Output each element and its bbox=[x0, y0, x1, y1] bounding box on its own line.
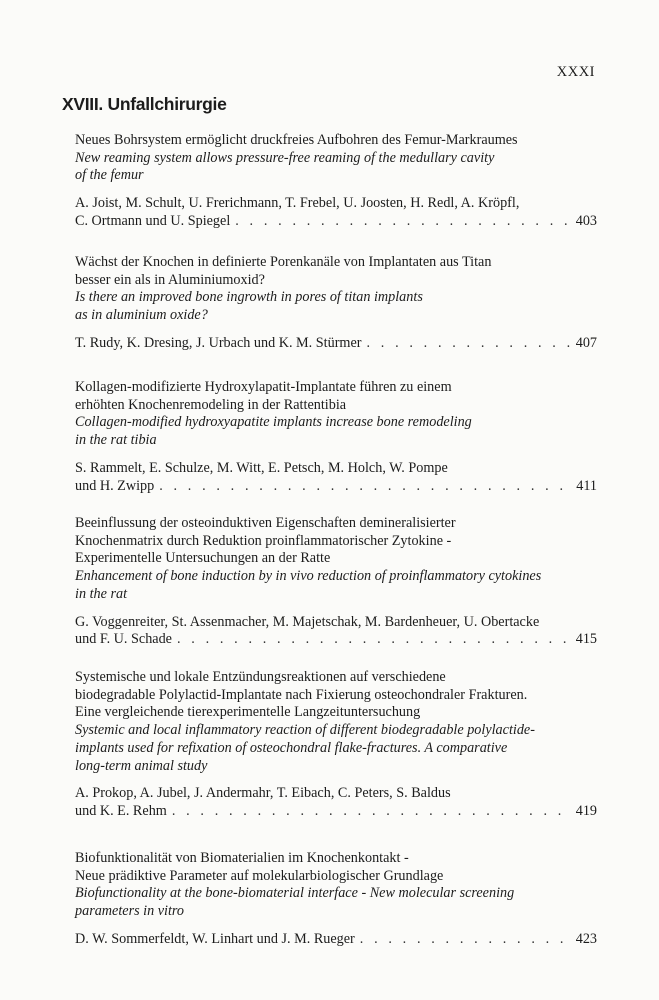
english-title-line: in the rat bbox=[75, 585, 128, 602]
author-line: A. Prokop, A. Jubel, J. Andermahr, T. Eibach, C. Peters, S. Baldus bbox=[75, 785, 451, 802]
entry-titles bbox=[75, 379, 597, 450]
toc-entry bbox=[75, 850, 597, 949]
german-title-line: Kollagen-modifizierte Hydroxylapatit-Implantate führen zu einem bbox=[75, 379, 452, 395]
entry-page-number: 411 bbox=[576, 477, 597, 494]
author-line: S. Rammelt, E. Schulze, M. Witt, E. Petsch, M. Holch, W. Pompe bbox=[75, 459, 448, 476]
german-title-line: erhöhten Knochenremodeling in der Rattentibia bbox=[75, 396, 347, 413]
german-title-line: Wächst der Knochen in definierte Porenkanäle von Implantaten aus Titan bbox=[75, 254, 492, 270]
english-title-line: New reaming system allows pressure-free reaming of the medullary cavity bbox=[75, 149, 495, 166]
english-title-line: Enhancement of bone induction by in vivo reduction of proinflammatory cytokines bbox=[75, 568, 542, 585]
entry-titles bbox=[75, 254, 597, 325]
entry-page-number: 415 bbox=[575, 631, 597, 648]
entry-titles bbox=[75, 132, 597, 185]
english-title-line: parameters in vitro bbox=[75, 903, 185, 920]
dot-leader bbox=[177, 631, 571, 649]
entry-authors bbox=[75, 335, 597, 353]
entry-titles bbox=[75, 515, 597, 604]
author-line: T. Rudy, K. Dresing, J. Urbach und K. M. Stürmer bbox=[75, 334, 362, 351]
dot-leader bbox=[159, 478, 571, 496]
german-title-line: Eine vergleichende tierexperimentelle Langzeituntersuchung bbox=[75, 704, 421, 721]
author-line: D. W. Sommerfeldt, W. Linhart und J. M. Rueger bbox=[75, 930, 355, 947]
german-title-line: Neues Bohrsystem ermöglicht druckfreies Aufbohren des Femur-Markraumes bbox=[75, 132, 518, 148]
author-page-line bbox=[75, 213, 597, 231]
german-title-line: Biofunktionalität von Biomaterialien im Knochenkontakt - bbox=[75, 850, 409, 866]
entry-titles bbox=[75, 850, 597, 921]
author-line: A. Joist, M. Schult, U. Frerichmann, T. Frebel, U. Joosten, H. Redl, A. Kröpfl, bbox=[75, 195, 520, 212]
english-title-line: Is there an improved bone ingrowth in pores of titan implants bbox=[75, 289, 423, 306]
toc-entry bbox=[75, 669, 597, 821]
author-line: C. Ortmann und U. Spiegel bbox=[75, 212, 231, 229]
author-line: und F. U. Schade bbox=[75, 631, 172, 648]
toc-entry bbox=[75, 254, 597, 353]
entry-page-number: 403 bbox=[575, 212, 597, 229]
author-line: G. Voggenreiter, St. Assenmacher, M. Majetschak, M. Bardenheuer, U. Obertacke bbox=[75, 613, 540, 630]
english-title-line: Systemic and local inflammatory reaction of different biodegradable polylactide- bbox=[75, 722, 535, 739]
author-page-line bbox=[75, 478, 597, 496]
entry-titles bbox=[75, 669, 597, 775]
german-title-line: Knochenmatrix durch Reduktion proinflammatorischer Zytokine - bbox=[75, 532, 452, 549]
english-title-line: as in aluminium oxide? bbox=[75, 307, 208, 324]
english-title-line: long-term animal study bbox=[75, 757, 208, 774]
german-title-line: Systemische und lokale Entzündungsreaktionen auf verschiedene bbox=[75, 669, 446, 685]
entry-authors bbox=[75, 614, 597, 649]
english-title-line: Biofunctionality at the bone-biomaterial interface - New molecular screening bbox=[75, 885, 515, 902]
german-title-line: besser ein als in Aluminiumoxid? bbox=[75, 271, 265, 288]
english-title-line: implants used for refixation of osteochondral flake-fractures. A comparative bbox=[75, 739, 508, 756]
german-title-line: Neue prädiktive Parameter auf molekularbiologischer Grundlage bbox=[75, 867, 444, 884]
author-page-line bbox=[75, 631, 597, 649]
entry-page-number: 419 bbox=[575, 802, 597, 819]
dot-leader bbox=[235, 213, 570, 231]
german-title-line: biodegradable Polylactid-Implantate nach Fixierung osteochondraler Frakturen. bbox=[75, 686, 528, 703]
dot-leader bbox=[366, 335, 570, 353]
entry-page-number: 423 bbox=[575, 930, 597, 947]
page-number: XXXI bbox=[556, 64, 595, 80]
english-title-line: of the femur bbox=[75, 167, 144, 184]
german-title-line: Experimentelle Untersuchungen an der Ratte bbox=[75, 550, 331, 567]
german-title-line: Beeinflussung der osteoinduktiven Eigenschaften demineralisierter bbox=[75, 515, 456, 531]
entry-authors bbox=[75, 195, 597, 230]
english-title-line: Collagen-modified hydroxyapatite implants increase bone remodeling bbox=[75, 414, 472, 431]
entry-page-number: 407 bbox=[575, 334, 597, 351]
author-page-line bbox=[75, 931, 597, 949]
toc-entry bbox=[75, 515, 597, 649]
dot-leader bbox=[172, 803, 571, 821]
dot-leader bbox=[360, 931, 571, 949]
entry-authors bbox=[75, 785, 597, 820]
author-line: und K. E. Rehm bbox=[75, 802, 167, 819]
section-title: XVIII. Unfallchirurgie bbox=[62, 94, 227, 114]
toc-entry bbox=[75, 132, 597, 231]
entry-authors bbox=[75, 931, 597, 949]
author-page-line bbox=[75, 335, 597, 353]
toc-entry bbox=[75, 379, 597, 495]
entry-authors bbox=[75, 460, 597, 495]
author-page-line bbox=[75, 803, 597, 821]
author-line: und H. Zwipp bbox=[75, 477, 155, 494]
english-title-line: in the rat tibia bbox=[75, 432, 157, 449]
